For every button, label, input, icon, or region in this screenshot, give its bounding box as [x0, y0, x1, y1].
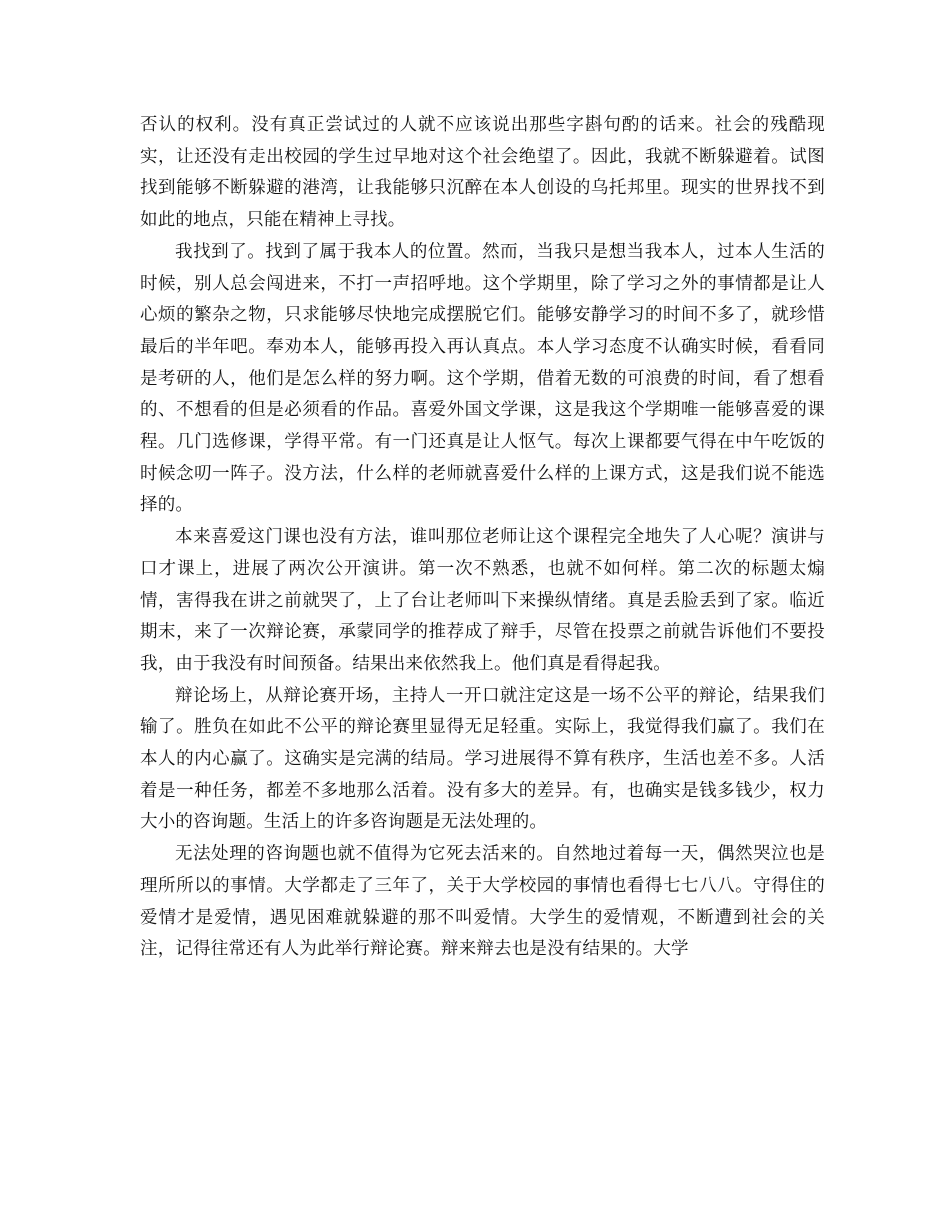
paragraph-3: 本来喜爱这门课也没有方法，谁叫那位老师让这个课程完全地失了人心呢？演讲与口才课上，进展了两次公开演讲。第一次不熟悉，也就不如何样。第二次的标题太煽情，害得我在讲之前就哭了，上了台让老师叫下来操纵情绪。真是丢脸丢到了家。临近期末，来了一次辩论赛，承蒙同学的推荐成了辩手，尽管在投票之前就告诉他们不要投我，由于我没有时间预备。结果出来依然我上。他们真是看得起我。 — [140, 527, 825, 674]
paragraph-4: 辩论场上，从辩论赛开场，主持人一开口就注定这是一场不公平的辩论，结果我们输了。胜负在如此不公平的辩论赛里显得无足轻重。实际上，我觉得我们赢了。我们在本人的内心赢了。这确实是完满的结局。学习进展得不算有秩序，生活也差不多。人活着是一种任务，都差不多地那么活着。没有多大的差异。有，也确实是钱多钱少，权力大小的咨询题。生活上的许多咨询题是无法处理的。 — [140, 685, 825, 833]
document-page — [140, 110, 825, 966]
paragraph-2: 我找到了。找到了属于我本人的位置。然而，当我只是想当我本人，过本人生活的时候，别人总会闯进来，不打一声招呼地。这个学期里，除了学习之外的事情都是让人心烦的繁杂之物，只求能够尽快地完成摆脱它们。能够安静学习的时间不多了，就珍惜最后的半年吧。奉劝本人，能够再投入再认真点。本人学习态度不认确实时候，看看同是考研的人，他们是怎么样的努力啊。这个学期，借着无数的可浪费的时间，看了想看的、不想看的但是必须看的作品。喜爱外国文学课，这是我这个学期唯一能够喜爱的课程。几门选修课，学得平常。有一门还真是让人怄气。每次上课都要气得在中午吃饭的时候念叨一阵子。没方法，什么样的老师就喜爱什么样的上课方式，这是我们说不能选择的。 — [140, 241, 825, 516]
paragraph-5: 无法处理的咨询题也就不值得为它死去活来的。自然地过着每一天，偶然哭泣也是理所所以的事情。大学都走了三年了，关于大学校园的事情也看得七七八八。守得住的爱情才是爱情，遇见困难就躲避的那不叫爱情。大学生的爱情观，不断遭到社会的关注，记得往常还有人为此举行辩论赛。辩来辩去也是没有结果的。大学 — [140, 844, 825, 960]
paragraph-1: 否认的权利。没有真正尝试过的人就不应该说出那些字斟句酌的话来。社会的残酷现实，让还没有走出校园的学生过早地对这个社会绝望了。因此，我就不断躲避着。试图找到能够不断躲避的港湾，让我能够只沉醉在本人创设的乌托邦里。现实的世界找不到如此的地点，只能在精神上寻找。 — [140, 115, 825, 231]
